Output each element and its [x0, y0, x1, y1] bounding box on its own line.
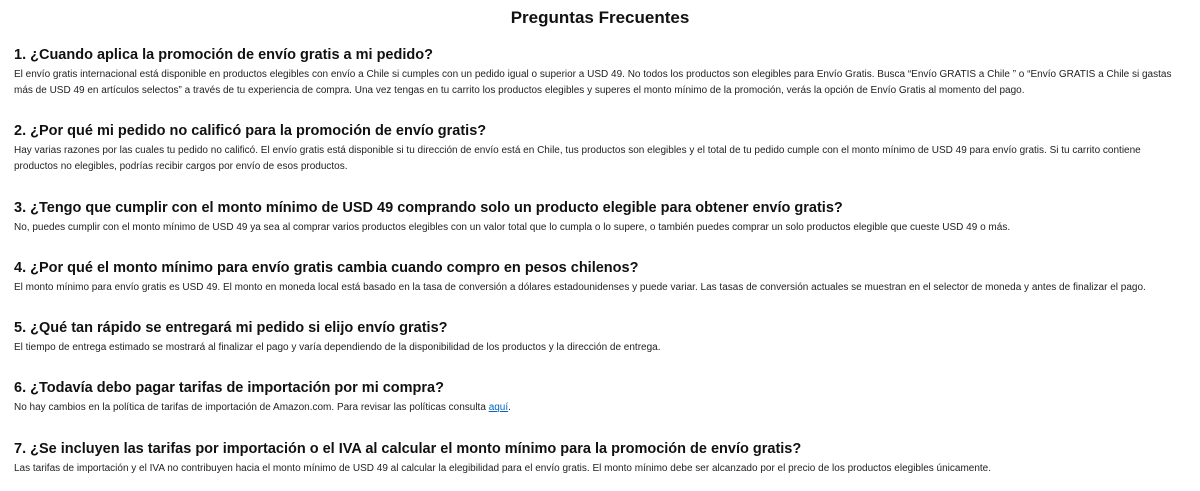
faq-answer: Las tarifas de importación y el IVA no contribuyen hacia el monto mínimo de USD 49 al calcular la elegibilidad para el envío gratis. El monto mínimo debe ser alcanzado por el precio de los productos elegibles únicamente. — [14, 463, 992, 474]
faq-answer: El envío gratis internacional está disponible en productos elegibles con envío a Chile si cumples con un pedido igual o superior a USD 49. No todos los productos son elegibles para Envío Gratis. Busca “Envío GRATIS a Chile ” o “Envío GRATIS a Chile si gastas más de USD 49 en artículos selectos” a través de tu experiencia de compra. Una vez tengas en tu carrito los productos elegibles y superes el monto mínimo de la promoción, verás la opción de Envío Gratis al momento del pago. — [14, 69, 1172, 96]
faq-answer-suffix: . — [508, 402, 511, 413]
faq-item-7 — [14, 440, 1186, 477]
faq-answer: El tiempo de entrega estimado se mostrará al finalizar el pago y varía dependiendo de la disponibilidad de los productos y la dirección de entrega. — [14, 342, 661, 353]
faq-item-6 — [14, 379, 1186, 416]
faq-item-3 — [14, 199, 1186, 236]
faq-item-2 — [14, 122, 1186, 174]
faq-question: 2. ¿Por qué mi pedido no calificó para la promoción de envío gratis? — [14, 123, 487, 139]
faq-item-5 — [14, 319, 1186, 356]
faq-question: 7. ¿Se incluyen las tarifas por importación o el IVA al calcular el monto mínimo para la promoción de envío gratis? — [14, 441, 802, 457]
faq-item-4 — [14, 259, 1186, 296]
faq-question: 4. ¿Por qué el monto mínimo para envío gratis cambia cuando compro en pesos chilenos? — [14, 260, 639, 276]
faq-answer: El monto mínimo para envío gratis es USD 49. El monto en moneda local está basado en la tasa de conversión a dólares estadounidenses y puede variar. Las tasas de conversión actuales se muestran en el selector de moneda y antes de finalizar el pago. — [14, 282, 1146, 293]
faq-answer — [14, 400, 1186, 416]
faq-answer-text: No hay cambios en la política de tarifas de importación de Amazon.com. Para revisar las políticas consulta — [14, 402, 489, 413]
faq-question: 6. ¿Todavía debo pagar tarifas de importación por mi compra? — [14, 380, 444, 396]
page-title: Preguntas Frecuentes — [510, 8, 690, 27]
faq-question: 5. ¿Qué tan rápido se entregará mi pedido si elijo envío gratis? — [14, 320, 448, 336]
faq-answer: No, puedes cumplir con el monto mínimo de USD 49 ya sea al comprar varios productos elegibles con un valor total que lo cumpla o lo supere, o también puedes comprar un solo productos elegible que cueste USD 49 o más. — [14, 222, 1011, 233]
faq-question: 1. ¿Cuando aplica la promoción de envío gratis a mi pedido? — [14, 47, 433, 63]
faq-answer: Hay varias razones por las cuales tu pedido no calificó. El envío gratis está disponible si tu dirección de envío está en Chile, tus productos son elegibles y el total de tu pedido cumple con el monto mínimo de USD 49 para envío gratis. Si tu carrito contiene productos no elegibles, podrías recibir cargos por envío de esos productos. — [14, 145, 1141, 172]
faq-question: 3. ¿Tengo que cumplir con el monto mínimo de USD 49 comprando solo un producto elegible para obtener envío gratis? — [14, 200, 843, 216]
faq-item-1 — [14, 46, 1186, 98]
policy-link[interactable]: aquí — [488, 402, 509, 413]
